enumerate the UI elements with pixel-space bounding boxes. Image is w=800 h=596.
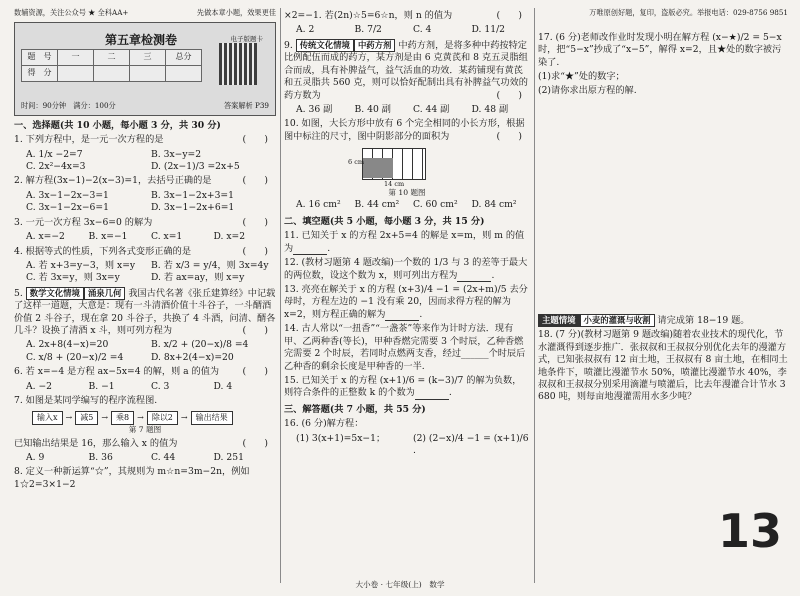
question-7-text: 已知输出结果是 16，那么输入 x 的值为 ( )	[14, 437, 268, 449]
theme-name: 小麦的灌溉与收割	[580, 314, 655, 327]
option: B. x=−1	[88, 231, 128, 243]
option: A. 若 x+3=y−3，则 x=y	[26, 259, 136, 271]
flow-box: 乘8	[111, 411, 134, 426]
question-2: 2. 解方程(3x−1)−2(x−3)=1，去括号正确的是 ( )	[14, 175, 268, 187]
qr-label: 电子版题卡	[230, 34, 263, 43]
option: A. 1/x −2=7	[26, 148, 83, 160]
answer-page: 答案解析 P39	[223, 101, 269, 110]
table-cell: 三	[130, 49, 166, 65]
question-10-options	[296, 199, 530, 211]
option: B. −1	[88, 380, 115, 392]
question-12: 12. (教材习题第 4 题改编)一个数的 1/3 与 3 的差等于最大的两位数，设这个数为 x，则可列出方程为 .	[284, 257, 528, 281]
question-17: 17. (6 分)老师改作业时发现小明在解方程 (x−★)/2 = 5−x 时，把“5−x”抄成了“x−5”，解得 x=2，且★处的数字被污染了.	[538, 31, 782, 68]
option: A. 2	[296, 24, 315, 36]
question-16-parts	[296, 433, 530, 458]
context-tag: 涌泉几何	[84, 287, 126, 300]
question-9: 9. 传统文化情境 中药方剂 中药方剂，是将多种中药按特定比例配伍而成的药方，某方剂是由 6 克黄芪和 8 克五灵脂组合而成，具有补脾益气，益气活血的功效．某药铺现有黄芪和五灵脂共 560 克，则可以恰好配制出具有补脾益气功效的药方数为 ( )	[284, 39, 528, 101]
option: C. 4	[413, 24, 432, 36]
question-8-cont: ×2=−1. 若(2n)☆5=6☆n，则 n 的值为 ( )	[284, 10, 522, 21]
table-cell: 题 号	[22, 49, 58, 65]
question-10: 10. 如图，大长方形中放有 6 个完全相同的小长方形，根据图中标注的尺寸，图中阴影部分的面积为 ( )	[284, 118, 525, 142]
option: C. 3	[151, 380, 170, 392]
context-tag: 传统文化情境	[296, 39, 354, 52]
flowchart: 输入x → 减5 → 乘8 → 除以2 → 输出结果	[32, 411, 276, 426]
question-8: 8. 定义一种新运算“☆”，其规则为 m☆n=3m−2n，例如 1☆2=3×1−2	[14, 466, 250, 490]
question-6-options	[26, 381, 276, 393]
option: D. 48 副	[471, 103, 509, 115]
header-top	[14, 8, 276, 18]
figure-caption: 第 7 题图	[128, 425, 162, 435]
page-number: 13	[717, 504, 782, 558]
option: D. 84 cm²	[471, 199, 517, 211]
flow-box: 输入x	[32, 411, 63, 426]
option: D. 3x−1−2x+6=1	[151, 202, 235, 214]
sub-question: (2) (2−x)/4 −1 = (x+1)/6 .	[413, 432, 529, 457]
table-cell[interactable]	[94, 65, 130, 81]
page-footer: 大小卷 · 七年级(上) 数学	[355, 580, 445, 589]
option: B. 7/2	[354, 24, 382, 36]
sub-question: (1) 3(x+1)=5x−1；	[296, 432, 386, 444]
option: C. 2x²−4x=3	[26, 160, 86, 172]
theme-tag: 主题情境	[538, 314, 580, 327]
table-cell[interactable]	[166, 65, 202, 81]
question-3: 3. 一元一次方程 3x−6=0 的解为 ( )	[14, 216, 268, 228]
header-footer	[21, 101, 269, 111]
option: D. x=2	[213, 231, 246, 243]
option: A. −2	[26, 380, 53, 392]
option: D. 4	[213, 380, 233, 392]
question-7-options	[26, 452, 276, 464]
context-tag: 数学文化情境	[26, 287, 84, 300]
qr-code-icon[interactable]	[219, 43, 257, 85]
question-14: 14. 古人常以“一扭香”“一盏茶”等来作为计时方法．现有甲、乙两种香(等长)，甲种香燃完需要 3 个时辰，乙种香燃完需要 2 个时辰，若同时点燃两支香，经过______个时辰后乙种香的剩余长度是甲种香的一半.	[284, 323, 526, 372]
option: A. x=−2	[26, 231, 65, 243]
question-15: 15. 已知关于 x 的方程 (x+1)/6 = (k−3)/7 的解为负数，则符合条件的正整数 k 的个数为 .	[284, 374, 522, 399]
option: B. 40 副	[354, 103, 391, 115]
option: D. (2x−1)/3 =2x+5	[151, 160, 240, 172]
score-table	[21, 49, 202, 82]
question-4: 4. 根据等式的性质，下列各式变形正确的是 ( )	[14, 245, 268, 257]
header-right	[538, 8, 788, 18]
option: C. 3x−1−2x−6=1	[26, 202, 109, 214]
dim-label: 6 cm	[348, 158, 365, 167]
option: B. x/2 + (20−x)/8 =4	[151, 339, 249, 351]
question-7: 7. 如图是某同学编写的程序流程图.	[14, 395, 158, 407]
column-middle	[284, 8, 530, 458]
question-5-options	[26, 339, 276, 364]
question-2-options	[26, 190, 276, 215]
table-cell: 总分	[166, 49, 202, 65]
table-cell[interactable]	[130, 65, 166, 81]
question-3-options	[26, 231, 276, 243]
question-1: 1. 下列方程中，是一元一次方程的是 ( )	[14, 134, 268, 146]
column-right	[538, 8, 788, 406]
option: A. 16 cm²	[296, 199, 341, 211]
section-heading: 一、选择题(共 10 小题，每小题 3 分，共 30 分)	[14, 119, 221, 131]
header-left-note: 数辅资源，关注公众号 ★ 全科AA+	[14, 8, 129, 17]
table-row	[22, 65, 202, 81]
exam-time: 时间：90分钟 满分：100分	[21, 101, 116, 110]
question-13: 13. 亮亮在解关于 x 的方程 (x+3)/4 −1 = (2x+m)/5 去分母时，方程左边的 −1 没有乘 20，因而求得方程的解为 x=2，则方程正确的解为 .	[284, 284, 528, 320]
option: D. 8x+2(4−x)=20	[151, 351, 234, 363]
table-row	[22, 49, 202, 65]
column-divider	[534, 8, 535, 583]
table-cell: 二	[94, 49, 130, 65]
header-slogan: 先做本章小题，效果更佳	[196, 8, 276, 17]
option: B. 3x−1−2x+3=1	[151, 189, 234, 201]
option: D. 若 ax=ay，则 x=y	[151, 272, 245, 284]
option: B. 若 x/3 = y/4，则 3x=4y	[151, 259, 269, 271]
flow-box: 除以2	[147, 411, 178, 426]
option: C. 44	[151, 452, 176, 464]
theme-note: 请完成第 18−19 题。	[657, 314, 750, 326]
question-4-options	[26, 260, 276, 285]
option: B. 44 cm²	[354, 199, 400, 211]
context-tag: 中药方剂	[354, 39, 396, 52]
question-6: 6. 若 x=−4 是方程 ax−5x=4 的解，则 a 的值为 ( )	[14, 366, 268, 378]
option: C. x=1	[151, 231, 183, 243]
theme-banner	[538, 314, 788, 327]
question-17-part1: (1)求“★”处的数字；	[538, 70, 625, 82]
question-9-options	[296, 104, 530, 116]
option: D. 11/2	[471, 24, 506, 36]
option: C. 若 3x=y，则 3x=y	[26, 272, 120, 284]
option: C. 44 副	[413, 103, 450, 115]
section-heading: 二、填空题(共 5 小题，每小题 3 分，共 15 分)	[284, 215, 485, 227]
question-5: 5. 数学文化情境 涌泉几何 我国古代名著《张丘建算经》中记载了这样一道题，大意是：现有一斗清酒价值十斗谷子，一斗醑酒价值 2 斗谷子，现在拿 20 斗谷子，共换了 4 斗酒，问清、醑各几斗？设换了清酒 x 斗，则可列方程为 ( )	[14, 287, 276, 337]
figure-caption: 第 10 题图	[388, 188, 426, 198]
section-heading: 三、解答题(共 7 小题，共 55 分)	[284, 403, 426, 415]
option: C. 60 cm²	[413, 199, 458, 211]
header-right-note: 万唯原创好题，复印，盗版必究。举报电话：029-8756 9851	[589, 8, 788, 17]
figure-10	[348, 146, 434, 189]
question-16: 16. (6 分)解方程：	[284, 418, 364, 430]
title-box	[14, 22, 276, 116]
option: C. x/8 + (20−x)/2 =4	[26, 351, 124, 363]
question-18: 18. (7 分)(教材习题第 9 题改编)随着农业技术的现代化，节水灌溉得到逐步推广．张叔叔和王叔叔分别优化去年的漫灌方式，已知张叔叔有 12 亩土地，王叔叔有 8 亩土地，在相同土地条件下，喷灌比漫灌节水 50%，喷灌比漫灌节水 40%，李叔叔和王叔叔分别采用滴灌与喷灌后，比去年漫灌合计节水 3 680 吨，则每亩地漫灌需用水多少吨？	[538, 329, 788, 403]
option: B. 36	[88, 452, 113, 464]
option: A. 3x−1−2x−3=1	[26, 189, 109, 201]
table-cell: 得 分	[22, 65, 58, 81]
question-8-options	[296, 24, 530, 36]
column-divider	[280, 8, 281, 583]
table-cell[interactable]	[58, 65, 94, 81]
dim-label: 14 cm	[384, 180, 405, 189]
option: B. 3x−y=2	[151, 148, 202, 160]
shaded-region	[363, 158, 393, 178]
question-1-options	[26, 149, 276, 174]
exam-title: 第五章检测卷	[105, 32, 178, 47]
question-17-part2: (2)请你求出原方程的解.	[538, 85, 637, 97]
table-cell: 一	[58, 49, 94, 65]
option: A. 2x+8(4−x)=20	[26, 339, 109, 351]
option: D. 251	[213, 452, 244, 464]
column-left	[14, 0, 276, 493]
flow-box: 输出结果	[191, 411, 233, 426]
flow-box: 减5	[75, 411, 98, 426]
question-11: 11. 已知关于 x 的方程 2x+5=4 的解是 x=m，则 m 的值为 .	[284, 230, 525, 254]
option: A. 36 副	[296, 103, 333, 115]
option: A. 9	[26, 452, 45, 464]
